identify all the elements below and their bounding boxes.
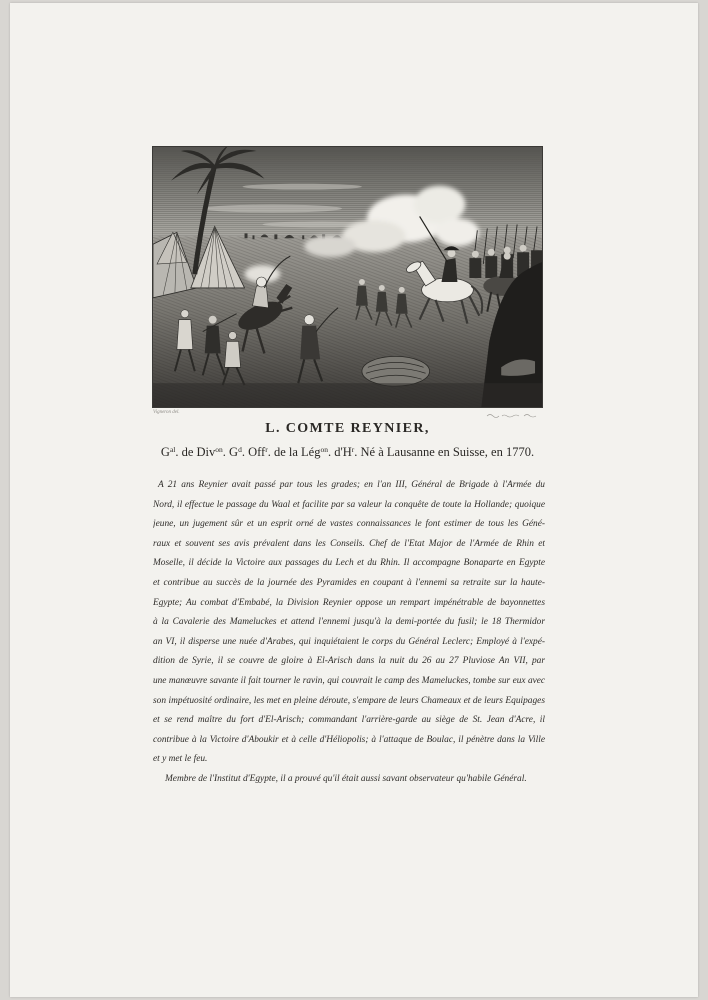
biography-closing-line: Membre de l'Institut d'Egypte, il a prouvé qu'il était aussi savant observateur qu'habile Général. xyxy=(165,773,527,784)
soldier-head xyxy=(520,245,527,252)
subtitle xyxy=(152,444,543,460)
soldier-figure xyxy=(396,294,408,314)
sky-streak xyxy=(203,205,342,213)
soldier-head xyxy=(209,316,217,324)
subtitle-text: . de la Lég xyxy=(267,445,321,459)
subtitle-superscript: d xyxy=(238,444,242,454)
biography-line: une manœuvre savante il fait tourner le ravin, qui couvrait le camp des Mameluckes, tombe sur eux avec xyxy=(153,675,545,686)
subtitle-superscript: al xyxy=(169,444,176,454)
biography-line: jeune, un jugement sûr et un esprit orné de vastes connaissances le font estimer de tous les Géné- xyxy=(153,519,545,530)
soldier-figure xyxy=(356,286,368,306)
smoke-puff xyxy=(436,218,480,246)
sky-streak xyxy=(243,184,362,190)
engraver-signature-stroke xyxy=(487,415,536,418)
horseman-head xyxy=(504,253,511,260)
foreground-shadow xyxy=(153,383,542,407)
soldier-figure xyxy=(376,292,388,312)
soldier-head xyxy=(472,251,479,258)
subtitle-superscript: on xyxy=(320,444,328,454)
soldier-head xyxy=(379,285,385,291)
biography-line: A 21 ans Reynier avait passé par tous les grades; en l'an III, Général de Brigade à l'Armée du xyxy=(158,480,545,490)
soldier-head xyxy=(399,287,405,293)
soldier-head xyxy=(504,247,511,254)
biography-line: dition de Syrie, il se couvre de gloire à El-Arisch dans la nuit du 26 au 27 Pluviose An VII, par xyxy=(153,656,545,667)
fallen-bundle xyxy=(362,356,430,386)
biography-line: à la Cavalerie des Mameluckes et attend l'ennemi jusqu'à la demi-portée du fusil; le 18 Thermidor xyxy=(153,617,545,628)
rider-head xyxy=(447,249,455,257)
biography-line: an VI, il disperse une nuée d'Arabes, qui inquiétaient le corps du Général Leclerc; Employé à l'expé- xyxy=(153,636,545,647)
soldier-head xyxy=(229,332,237,340)
engraver-signature xyxy=(486,412,542,418)
biography-line: et y met le feu. xyxy=(153,754,208,765)
page-title: L. COMTE REYNIER, xyxy=(265,421,430,436)
subtitle-superscript: r xyxy=(265,444,268,454)
artist-credit: Vigneron del. xyxy=(153,410,180,415)
biography-text xyxy=(153,476,545,790)
subtitle-superscript: on xyxy=(215,444,223,454)
biography-line: son impétuosité ordinaire, les met en pleine déroute, s'empare de leurs Chameaux et de leurs Equipages xyxy=(153,695,545,706)
biography-line: Egypte; Au combat d'Embabé, la Division Reynier oppose un rempart impénétrable de bayonnettes xyxy=(153,597,545,608)
smoke-puff xyxy=(304,235,356,257)
soldier-head xyxy=(181,310,189,318)
subtitle-text: . Né à Lausanne en Suisse, en 1770. xyxy=(354,445,535,459)
biography-line: contribue à la Victoire d'Aboukir et à celle d'Héliopolis; à l'attaque de Boulac, il pénètre dans la Ville xyxy=(153,734,545,745)
biography-line: Moselle, il décide la Victoire aux passages du Lech et du Rhin. Il accompagne Bonaparte en Egypte xyxy=(153,558,545,569)
subtitle-text: . Off xyxy=(241,445,266,459)
soldier-head xyxy=(359,279,365,285)
subtitle-superscript: r xyxy=(351,444,355,454)
soldier-head xyxy=(488,249,495,256)
battle-scene-engraving xyxy=(153,147,542,407)
subtitle-text: G xyxy=(160,445,170,459)
subtitle-text: . de Div xyxy=(175,445,216,459)
turban xyxy=(304,315,314,325)
subtitle-text: . d'H xyxy=(327,445,352,459)
subtitle-text: . G xyxy=(222,445,239,459)
soldier-figure xyxy=(225,342,241,368)
biography-line: et contribue au succès de la journée des Pyramides en coupant à l'ennemi sa retraite sur la haute- xyxy=(153,577,545,588)
paper-sheet xyxy=(10,3,698,997)
biography-line: raux et souvent ses avis prévalent dans les Conseils. Chef de l'Etat Major de l'Armée de Rhin et xyxy=(153,538,545,549)
biography-line: et se rend maître du fort d'El-Arisch; commandant l'arrière-garde au siège de St. Jean d'Acre, il xyxy=(153,715,545,726)
engraving-plate xyxy=(152,146,543,408)
biography-line: Nord, il effectue le passage du Waal et facilite par sa valeur la conquête de toute la Hollande; quoique xyxy=(153,499,545,510)
smoke-puff xyxy=(414,186,466,224)
soldier-figure xyxy=(177,320,193,350)
